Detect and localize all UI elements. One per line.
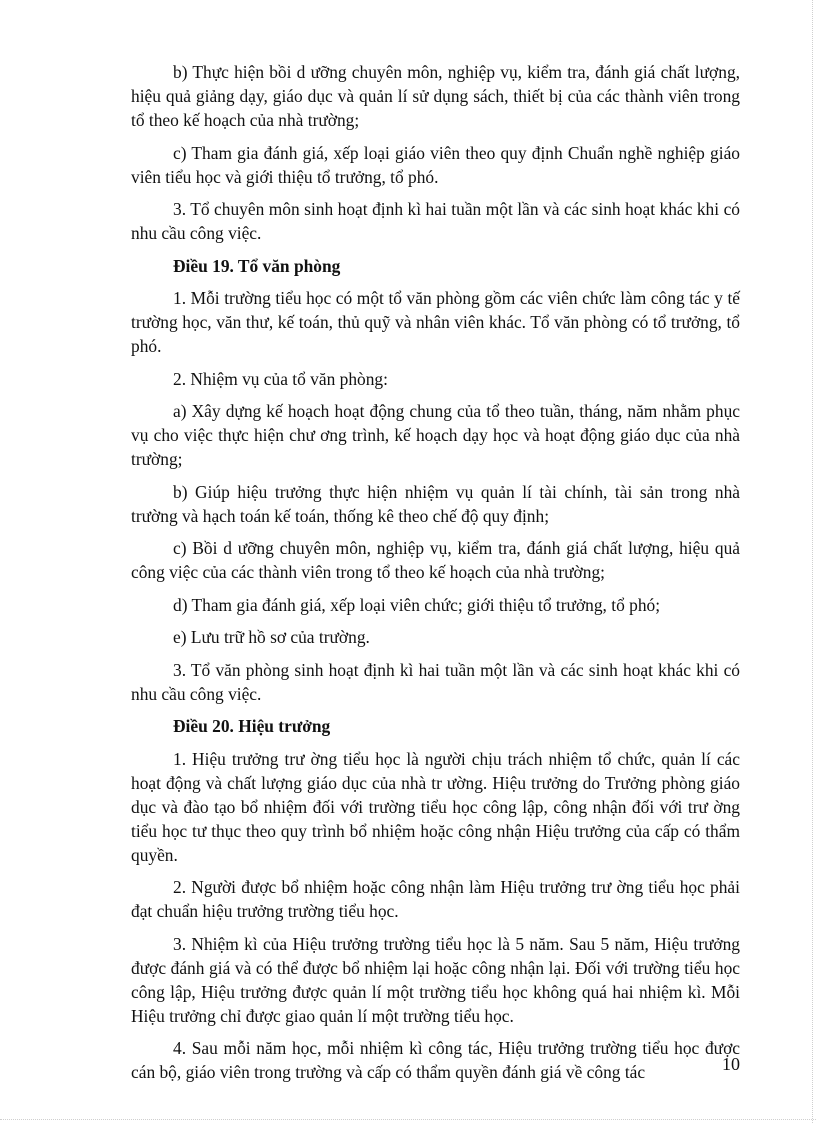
article-19-clause-2: 2. Nhiệm vụ của tổ văn phòng: bbox=[173, 368, 388, 389]
article-19-item-b: b) Giúp hiệu trưởng thực hiện nhiệm vụ quản lí tài chính, tài sản trong nhà trường và hạch toán kế toán, thống kê theo chế độ quy định; bbox=[131, 481, 740, 526]
paragraph-c-evaluation: c) Tham gia đánh giá, xếp loại giáo viên theo quy định Chuẩn nghề nghiệp giáo viên tiểu học và giới thiệu tổ trưởng, tổ phó. bbox=[131, 142, 740, 187]
page-edge-rule-bottom bbox=[0, 1118, 816, 1120]
page-edge-rule-right bbox=[811, 0, 813, 1123]
document-body bbox=[131, 60, 740, 1084]
article-20-clause-4: 4. Sau mỗi năm học, mỗi nhiệm kì công tác, Hiệu trưởng trường tiểu học được cán bộ, giáo viên trong trường và cấp có thẩm quyền đánh giá về công tác bbox=[131, 1038, 740, 1082]
article-19-clause-3: 3. Tổ văn phòng sinh hoạt định kì hai tuần một lần và các sinh hoạt khác khi có nhu cầu công việc. bbox=[131, 659, 740, 704]
article-20-clause-1: 1. Hiệu trưởng trư ờng tiểu học là người chịu trách nhiệm tổ chức, quản lí các hoạt động và chất lượng giáo dục của nhà tr ường. Hiệu trưởng do Trưởng phòng giáo dục và đào tạo bổ nhiệm đối với trường tiểu học công lập, công nhận đối với trư ờng tiểu học tư thục theo quy trình bổ nhiệm hoặc công nhận Hiệu trưởng của cấp có thẩm quyền. bbox=[131, 748, 740, 865]
article-19-item-c: c) Bồi d ưỡng chuyên môn, nghiệp vụ, kiểm tra, đánh giá chất lượng, hiệu quả công việc của các thành viên trong tổ theo kế hoạch của nhà trường; bbox=[131, 538, 740, 582]
article-19-item-d: d) Tham gia đánh giá, xếp loại viên chức; giới thiệu tổ trưởng, tổ phó; bbox=[173, 594, 661, 615]
article-19-heading: Điều 19. Tổ văn phòng bbox=[173, 255, 341, 276]
article-19-item-a: a) Xây dựng kế hoạch hoạt động chung của tổ theo tuần, tháng, năm nhằm phục vụ cho việc thực hiện chư ơng trình, kế hoạch dạy học và hoạt động giáo dục của nhà trường; bbox=[131, 401, 740, 469]
article-20-heading: Điều 20. Hiệu trưởng bbox=[173, 716, 331, 736]
article-19-item-e: e) Lưu trữ hồ sơ của trường. bbox=[173, 627, 370, 647]
article-19-clause-1: 1. Mỗi trường tiểu học có một tổ văn phòng gồm các viên chức làm công tác y tế trường học, văn thư, kế toán, thủ quỹ và nhân viên khác. Tổ văn phòng có tổ trưởng, tổ phó. bbox=[131, 288, 740, 356]
article-20-clause-3: 3. Nhiệm kì của Hiệu trưởng trường tiểu học là 5 năm. Sau 5 năm, Hiệu trưởng được đánh giá và có thể được bổ nhiệm lại hoặc công nhận lại. Đối với trường tiểu học công lập, Hiệu trưởng được quản lí một trường tiểu học không quá hai nhiệm kì. Mỗi Hiệu trưởng chỉ được giao quản lí một trường tiểu học. bbox=[131, 933, 740, 1026]
paragraph-b-training: b) Thực hiện bồi d ưỡng chuyên môn, nghiệp vụ, kiểm tra, đánh giá chất lượng, hiệu quả giảng dạy, giáo dục và quản lí sử dụng sách, thiết bị của các thành viên trong tổ theo kế hoạch của nhà trường; bbox=[131, 62, 740, 130]
page-number: 10 bbox=[722, 1054, 740, 1074]
article-20-clause-2: 2. Người được bổ nhiệm hoặc công nhận làm Hiệu trưởng trư ờng tiểu học phải đạt chuẩn hiệu trưởng trường tiểu học. bbox=[131, 877, 740, 921]
paragraph-3-meeting-schedule: 3. Tổ chuyên môn sinh hoạt định kì hai tuần một lần và các sinh hoạt khác khi có nhu cầu công việc. bbox=[131, 199, 740, 243]
